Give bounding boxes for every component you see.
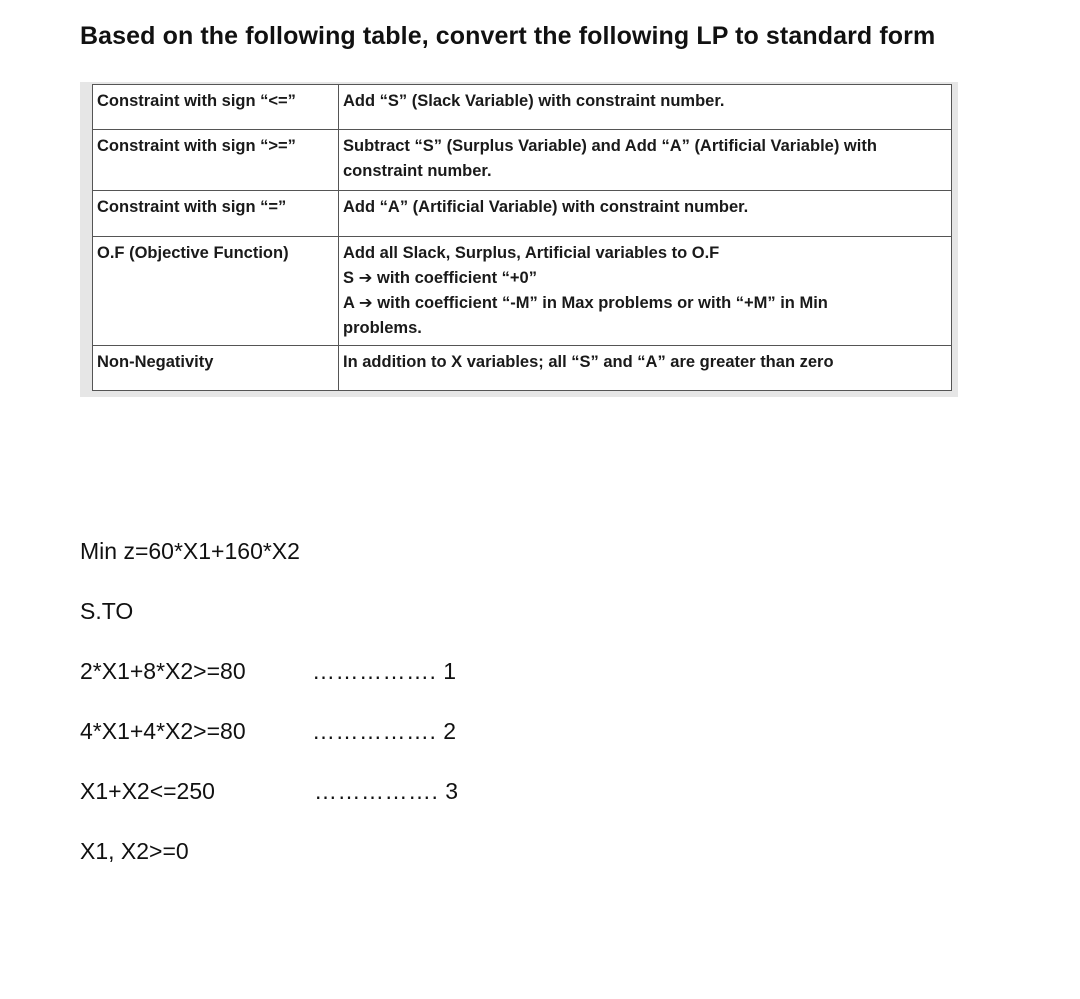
conversion-rules-table (92, 84, 952, 391)
table-row (93, 130, 952, 191)
table-row (93, 237, 952, 346)
non-negativity-constraint: X1, X2>=0 (80, 838, 189, 864)
table-row (93, 85, 952, 130)
subject-to-label: S.TO (80, 598, 134, 624)
rule-line: A ➔ with coefficient “-M” in Max problems or with “+M” in Min (343, 294, 828, 312)
constraint-3-leader (314, 778, 459, 805)
rule-cell (339, 237, 952, 346)
constraint-number: 2 (443, 718, 457, 744)
rule-cell (339, 85, 952, 130)
constraint-1-expression: 2*X1+8*X2>=80 (80, 658, 246, 684)
leader-dots: ……………. (314, 778, 439, 804)
page-title: Based on the following table, convert the following LP to standard form (80, 22, 936, 50)
condition-cell: Constraint with sign “=” (93, 191, 339, 237)
rule-cell (339, 130, 952, 191)
condition-cell: Constraint with sign “<=” (93, 85, 339, 130)
rule-cell (339, 191, 952, 237)
rule-line: Add all Slack, Surplus, Artificial variables to O.F (343, 244, 720, 262)
condition-cell: Non-Negativity (93, 346, 339, 391)
rule-line: constraint number. (343, 162, 492, 180)
constraint-3-expression: X1+X2<=250 (80, 778, 215, 804)
rule-line: Add “A” (Artificial Variable) with constraint number. (343, 198, 749, 216)
rule-line: Add “S” (Slack Variable) with constraint number. (343, 92, 725, 110)
rule-line: Subtract “S” (Surplus Variable) and Add “A” (Artificial Variable) with (343, 137, 877, 155)
constraint-number: 1 (443, 658, 457, 684)
constraint-2-expression: 4*X1+4*X2>=80 (80, 718, 246, 744)
table-row (93, 346, 952, 391)
table-row (93, 191, 952, 237)
condition-cell: Constraint with sign “>=” (93, 130, 339, 191)
leader-dots: ……………. (312, 718, 437, 744)
constraint-1-leader (312, 658, 457, 685)
constraint-number: 3 (445, 778, 459, 804)
constraint-2-leader (312, 718, 457, 745)
objective-function: Min z=60*X1+160*X2 (80, 538, 300, 564)
rules-table-panel (80, 82, 958, 397)
leader-dots: ……………. (312, 658, 437, 684)
rule-line: In addition to X variables; all “S” and “A” are greater than zero (343, 353, 834, 371)
rule-line: problems. (343, 319, 422, 337)
rule-cell (339, 346, 952, 391)
rule-line: S ➔ with coefficient “+0” (343, 269, 537, 287)
condition-cell: O.F (Objective Function) (93, 237, 339, 346)
